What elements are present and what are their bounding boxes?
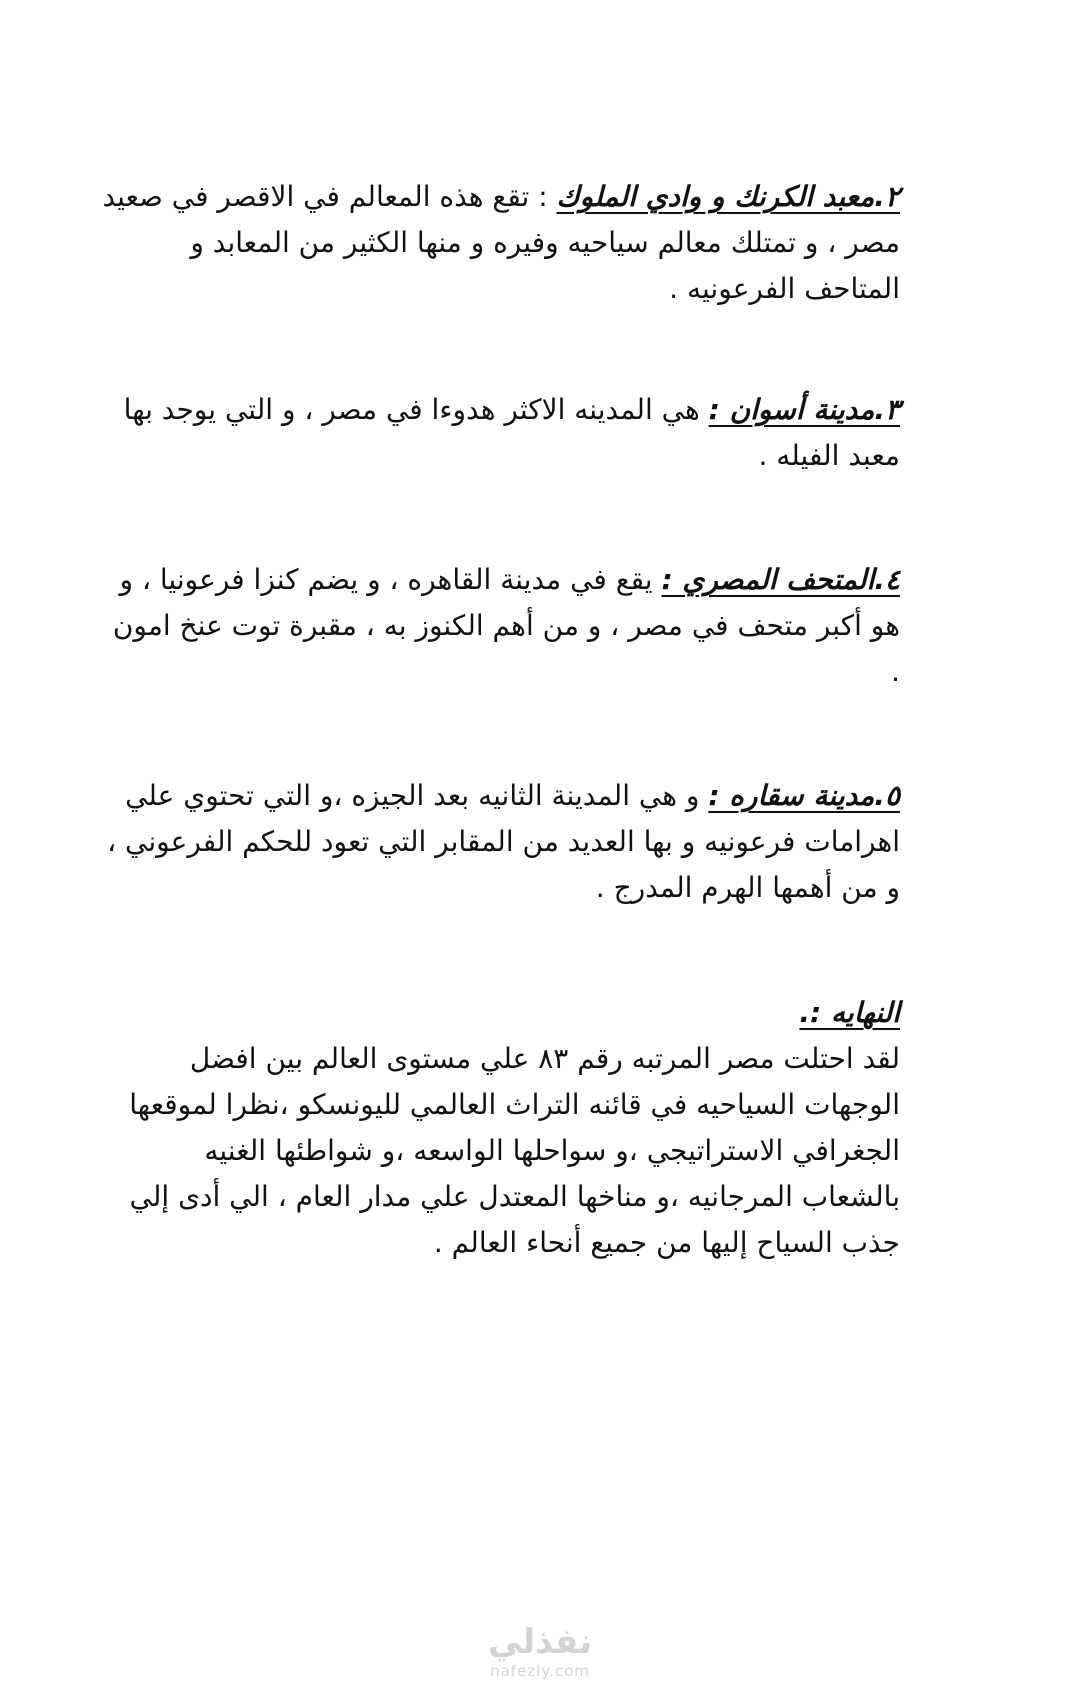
- section-conclusion: [100, 990, 900, 1266]
- section-egyptian-museum: [100, 557, 900, 695]
- section-heading: ٤.المتحف المصري :: [661, 563, 900, 596]
- section-body: يقع في مدينة القاهره ، و يضم كنزا فرعونيا ، و هو أكبر متحف في مصر ، و من أهم الكنوز به ، مقبرة توت عنخ امون .: [112, 563, 900, 688]
- conclusion-heading: النهايه :.: [799, 996, 900, 1029]
- section-heading: ٣.مدينة أسوان :: [708, 393, 900, 426]
- section-heading: ٥.مدينة سقاره :: [708, 779, 900, 812]
- section-aswan: [100, 387, 900, 479]
- section-heading: ٢.معبد الكرنك و وادي الملوك: [556, 180, 900, 213]
- conclusion-body: لقد احتلت مصر المرتبه رقم ٨٣ علي مستوى العالم بين افضل الوجهات السياحيه في قائنه التراث العالمي لليونسكو ،نظرا لموقعها الجغرافي الاستراتيجي ،و سواحلها الواسعه ،و شواطئها الغنيه بالشعاب المرجانيه ،و مناخها المعتدل علي مدار العام ، الي أدى إلي جذب السياح إليها من جميع أنحاء العالم .: [129, 1042, 900, 1259]
- section-body: : تقع هذه المعالم في الاقصر في صعيد مصر ، و تمتلك معالم سياحيه وفيره و منها الكثير من المعابد و المتاحف الفرعونيه .: [102, 180, 900, 305]
- section-body: و هي المدينة الثانيه بعد الجيزه ،و التي تحتوي علي اهرامات فرعونيه و بها العديد من المقابر التي تعود للحكم الفرعوني ، و من أهمها الهرم المدرج .: [107, 779, 900, 904]
- section-body: هي المدينه الاكثر هدوءا في مصر ، و التي يوجد بها معبد الفيله .: [123, 393, 900, 472]
- section-saqqara: [100, 773, 900, 911]
- section-karnak: [100, 174, 900, 312]
- watermark-logo: نفذلي: [487, 1622, 593, 1662]
- watermark: [0, 1622, 1080, 1680]
- watermark-url: nafezly.com: [490, 1662, 590, 1680]
